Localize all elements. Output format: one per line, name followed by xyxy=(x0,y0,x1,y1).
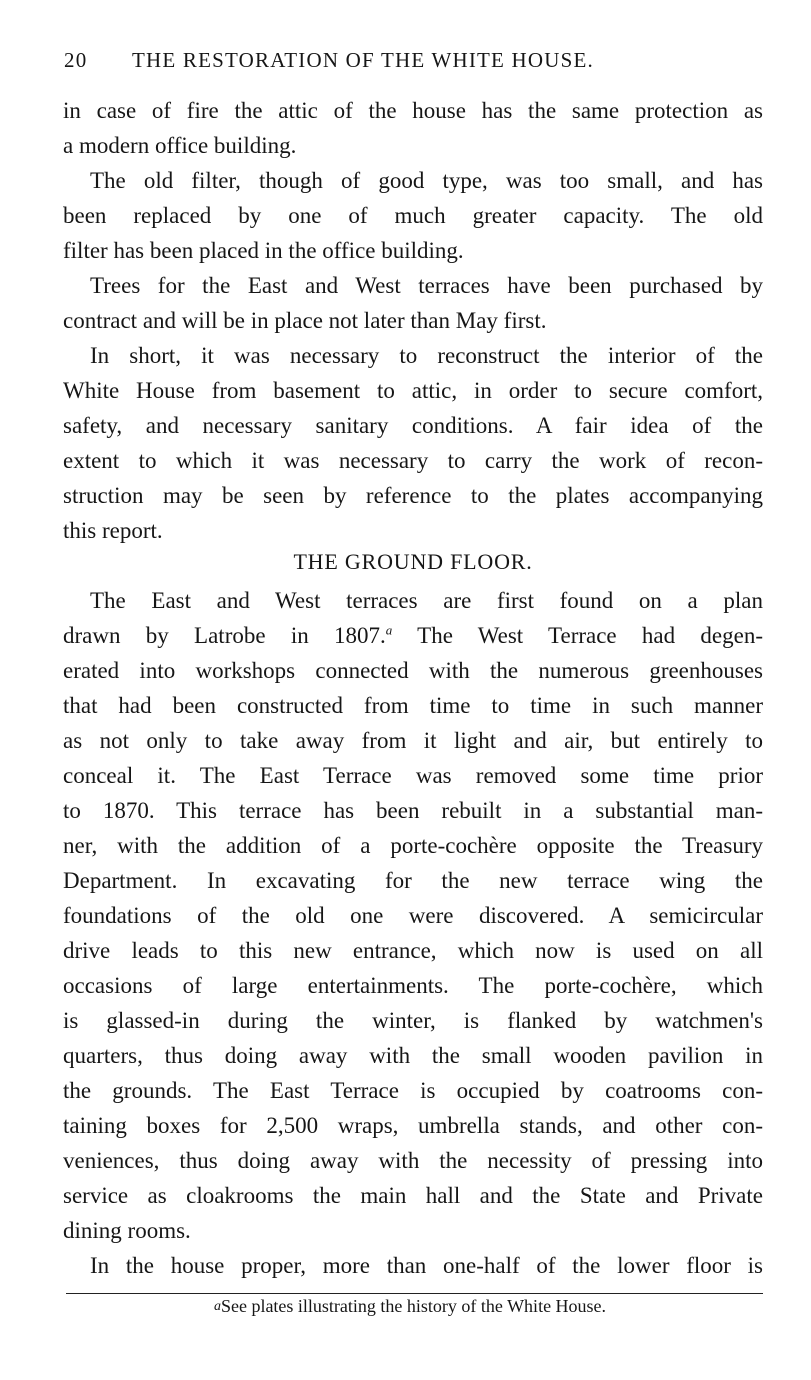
text-line: is glassed-in during the winter, is flanked by watchmen's xyxy=(63,1008,763,1033)
text-line: ner, with the addition of a porte-cochère opposite the Treasury xyxy=(63,833,763,858)
text-line: White House from basement to attic, in order to secure comfort, xyxy=(63,378,763,403)
text-line: service as cloakrooms the main hall and the State and Private xyxy=(63,1183,763,1208)
footnote-text: See plates illustrating the history of the White House. xyxy=(220,1296,607,1316)
text-line: the grounds. The East Terrace is occupied by coatrooms con- xyxy=(63,1078,763,1103)
text-line: struction may be seen by reference to the plates accompanying xyxy=(63,483,763,508)
text-line: In the house proper, more than one-half of the lower floor is xyxy=(90,1253,763,1278)
page-number: 20 xyxy=(64,48,88,72)
text-line: been replaced by one of much greater capacity. The old xyxy=(63,203,763,228)
footnote xyxy=(60,1294,760,1319)
text-line: conceal it. The East Terrace was removed some time prior xyxy=(63,763,763,788)
text-line: filter has been placed in the office building. xyxy=(63,238,464,263)
text-line: in case of fire the attic of the house has the same protection as xyxy=(63,98,763,123)
text-line: Trees for the East and West terraces have been purchased by xyxy=(90,273,763,298)
text-span: The West Terrace had degen- xyxy=(417,623,763,648)
footnote-marker: a xyxy=(385,622,393,638)
text-line: veniences, thus doing away with the necessity of pressing into xyxy=(63,1148,763,1173)
text-line: as not only to take away from it light and air, but entirely to xyxy=(63,728,763,753)
text-span: drawn by Latrobe in 1807. xyxy=(63,623,386,648)
running-title: THE RESTORATION OF THE WHITE HOUSE. xyxy=(132,48,594,72)
text-line: contract and will be in place not later than May first. xyxy=(63,308,547,333)
text-line: Department. In excavating for the new terrace wing the xyxy=(63,868,763,893)
text-line: that had been constructed from time to time in such manner xyxy=(63,693,763,718)
text-line: a modern office building. xyxy=(63,133,297,158)
text-line: foundations of the old one were discovered. A semicircular xyxy=(63,903,763,928)
text-line: drive leads to this new entrance, which now is used on all xyxy=(63,938,763,963)
text-line: safety, and necessary sanitary conditions. A fair idea of the xyxy=(63,413,763,438)
text-line: occasions of large entertainments. The porte-cochère, which xyxy=(63,973,763,998)
text-line: In short, it was necessary to reconstruct the interior of the xyxy=(90,343,763,368)
text-line: extent to which it was necessary to carry the work of recon- xyxy=(63,448,763,473)
text-line: The East and West terraces are first found on a plan xyxy=(90,588,763,613)
text-line: erated into workshops connected with the numerous greenhouses xyxy=(63,658,763,683)
text-line: taining boxes for 2,500 wraps, umbrella stands, and other con- xyxy=(63,1113,763,1138)
section-heading: THE GROUND FLOOR. xyxy=(293,549,533,574)
text-line: dining rooms. xyxy=(63,1218,191,1243)
running-head xyxy=(64,48,704,74)
text-line: The old filter, though of good type, was too small, and has xyxy=(90,168,763,193)
text-line: to 1870. This terrace has been rebuilt in a substantial man- xyxy=(63,798,763,823)
text-line: quarters, thus doing away with the small wooden pavilion in xyxy=(63,1043,763,1068)
text-line: this report. xyxy=(63,518,163,543)
footnote-marker: a xyxy=(213,1299,221,1314)
text-line xyxy=(63,621,763,651)
